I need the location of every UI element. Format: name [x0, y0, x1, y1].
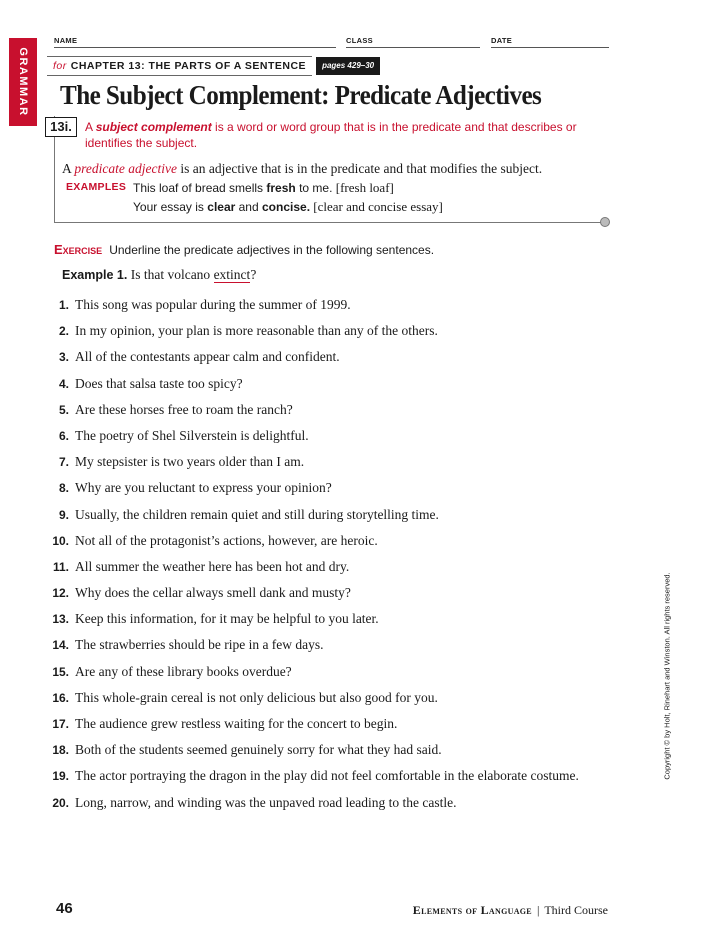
exercise-item — [46, 507, 626, 533]
footer-book-title — [413, 903, 608, 918]
chapter-heading — [47, 56, 312, 76]
exercise-item — [46, 533, 626, 559]
example-label: Example 1. — [62, 268, 128, 282]
exercise-item — [46, 428, 626, 454]
date-line — [491, 47, 609, 48]
page-title: The Subject Complement: Predicate Adjectives — [60, 80, 542, 110]
ex2-pre: Your essay is — [133, 200, 208, 214]
exercise-item — [46, 559, 626, 585]
item-sentence[interactable]: All summer the weather here has been hot and dry. — [75, 558, 350, 574]
item-number: 6. — [58, 428, 69, 443]
exercise-item — [46, 480, 626, 506]
exercise-label: Exercise — [54, 242, 103, 257]
example-underlined-word: extinct — [213, 267, 251, 282]
exercise-items — [46, 297, 626, 821]
exercise-item — [46, 716, 626, 742]
exercise-item — [46, 585, 626, 611]
exercise-item — [46, 637, 626, 663]
ex1-post: to me. — [295, 181, 336, 195]
item-number: 8. — [58, 481, 69, 496]
grammar-side-tab — [9, 38, 37, 126]
exercise-item — [46, 349, 626, 375]
def-pre: A — [85, 120, 96, 134]
def-term: subject complement — [95, 120, 212, 134]
item-sentence[interactable]: My stepsister is two years older than I am. — [75, 454, 305, 470]
item-number: 7. — [58, 455, 69, 470]
item-number: 17. — [52, 717, 69, 731]
chapter-bar — [47, 56, 380, 76]
item-sentence[interactable]: Does that salsa taste too spicy? — [75, 375, 243, 391]
exercise-item — [46, 690, 626, 716]
pa-term: predicate adjective — [74, 161, 177, 176]
exercise-example — [62, 267, 256, 283]
ex2-bold2: concise. — [262, 200, 311, 214]
item-sentence[interactable]: This song was popular during the summer of 1999. — [75, 297, 351, 312]
ex2-bold1: clear — [207, 200, 236, 214]
pages-badge: pages 429–30 — [316, 57, 380, 75]
exercise-item — [46, 664, 626, 690]
item-number: 19. — [52, 769, 69, 784]
ex1-note: [fresh loaf] — [335, 180, 394, 195]
item-number: 13. — [52, 612, 69, 627]
def-post: is a word or word group that is in the predicate and that describes or identifies the subject. — [85, 120, 577, 150]
item-sentence[interactable]: Are these horses free to roam the ranch? — [75, 401, 293, 417]
class-line — [346, 47, 480, 48]
item-sentence[interactable]: Usually, the children remain quiet and still during storytelling time. — [75, 506, 439, 522]
item-number: 1. — [58, 298, 69, 312]
item-number: 9. — [58, 507, 69, 522]
date-label: DATE — [491, 36, 513, 45]
name-line — [54, 47, 336, 48]
name-label: NAME — [54, 36, 78, 45]
item-sentence[interactable]: In my opinion, your plan is more reasonable than any of the others. — [75, 323, 438, 339]
ex1-pre: This loaf of bread smells — [133, 181, 267, 195]
side-tab-label: GRAMMAR — [17, 47, 29, 117]
exercise-item — [46, 376, 626, 402]
item-number: 14. — [52, 638, 69, 653]
exercise-item — [46, 768, 626, 794]
item-sentence[interactable]: Not all of the protagonist’s actions, however, are heroic. — [75, 532, 378, 548]
examples-label: EXAMPLES — [66, 181, 127, 193]
item-sentence[interactable]: Long, narrow, and winding was the unpaved road leading to the castle. — [75, 794, 457, 810]
item-number: 12. — [52, 586, 69, 601]
item-number: 18. — [52, 743, 69, 758]
subject-complement-definition — [85, 119, 585, 151]
item-number: 20. — [52, 795, 69, 810]
class-label: CLASS — [346, 36, 373, 45]
item-number: 3. — [58, 350, 69, 365]
copyright-notice: Copyright © by Holt, Rinehart and Winston. All rights reserved. — [662, 572, 672, 780]
item-sentence[interactable]: This whole-grain cereal is not only delicious but also good for you. — [75, 689, 438, 705]
item-number: 16. — [52, 690, 69, 705]
pa-post: is an adjective that is in the predicate and that modifies the subject. — [176, 161, 543, 176]
chapter-title: CHAPTER 13: THE PARTS OF A SENTENCE — [70, 60, 307, 72]
page-number: 46 — [56, 900, 73, 917]
rule-number: 13i. — [45, 117, 77, 137]
footer-separator: | — [536, 903, 540, 917]
exercise-text: Underline the predicate adjectives in the following sentences. — [109, 243, 435, 257]
item-sentence[interactable]: The strawberries should be ripe in a few days. — [75, 637, 324, 653]
exercise-instruction — [54, 242, 434, 257]
item-sentence[interactable]: Both of the students seemed genuinely sorry for what they had said. — [75, 742, 442, 758]
predicate-adjective-definition — [62, 161, 542, 177]
example-sentence-1 — [133, 180, 394, 196]
item-sentence[interactable]: Why are you reluctant to express your opinion? — [75, 480, 332, 496]
item-number: 10. — [52, 533, 69, 548]
item-sentence[interactable]: Keep this information, for it may be helpful to you later. — [75, 611, 379, 627]
item-number: 2. — [58, 324, 69, 339]
item-sentence[interactable]: Why does the cellar always smell dank and musty? — [75, 585, 351, 601]
item-sentence[interactable]: The actor portraying the dragon in the play did not feel comfortable in the elaborate costume. — [75, 768, 579, 784]
chapter-prefix: for — [53, 60, 67, 72]
exercise-item — [46, 402, 626, 428]
item-sentence[interactable]: The poetry of Shel Silverstein is delightful. — [75, 427, 309, 443]
example-post: ? — [250, 267, 257, 282]
item-number: 15. — [52, 664, 69, 679]
rule-end-circle — [600, 217, 610, 227]
exercise-item — [46, 454, 626, 480]
exercise-item — [46, 323, 626, 349]
example-pre: Is that volcano — [130, 267, 214, 282]
course-name: Third Course — [544, 903, 608, 917]
exercise-item — [46, 742, 626, 768]
item-number: 5. — [58, 402, 69, 417]
exercise-item — [46, 795, 626, 821]
item-sentence[interactable]: Are any of these library books overdue? — [75, 663, 292, 679]
exercise-item — [46, 611, 626, 637]
item-number: 4. — [58, 376, 69, 391]
book-title: Elements of Language — [412, 903, 532, 917]
exercise-item — [46, 297, 626, 323]
ex2-mid: and — [235, 200, 262, 214]
item-sentence[interactable]: The audience grew restless waiting for the concert to begin. — [75, 716, 398, 731]
pa-pre: A — [62, 161, 75, 176]
example-sentence-2 — [133, 199, 443, 215]
ex1-bold: fresh — [266, 181, 296, 195]
item-sentence[interactable]: All of the contestants appear calm and confident. — [75, 349, 340, 365]
item-number: 11. — [52, 559, 69, 574]
ex2-note: [clear and concise essay] — [310, 199, 443, 214]
